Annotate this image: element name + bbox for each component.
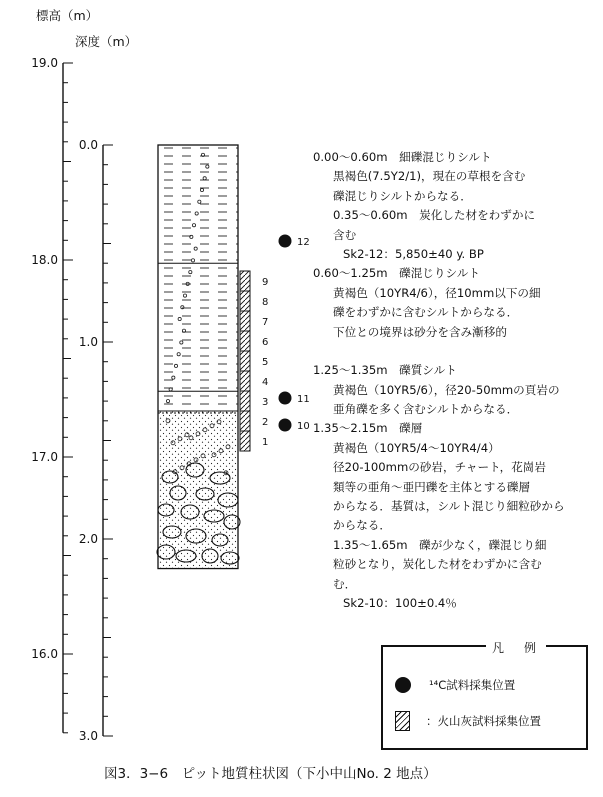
description-line: 黒褐色(7.5Y2/1)，現在の草根を含む	[333, 169, 526, 184]
legend-box	[381, 645, 588, 750]
ash-sample-box	[240, 411, 250, 431]
description-line: む．	[333, 576, 357, 591]
legend-c14-label: ¹⁴C試料採集位置	[429, 678, 516, 692]
description-line: 0.35～0.60m 炭化した材をわずかに	[333, 208, 536, 223]
elevation-axis-label: 標高（m）	[36, 8, 99, 23]
ash-sample-box	[240, 431, 250, 451]
c14-sample-markers	[279, 235, 310, 433]
description-line: 黄褐色（10YR5/4～10YR4/4）	[333, 440, 500, 455]
depth-tick-label: 2.0	[78, 532, 98, 546]
description-line: Sk2-12：5,850±40 y. BP	[343, 246, 484, 261]
figure-caption: 図3．3−6 ピット地質柱状図（下小中山No. 2 地点）	[104, 766, 437, 782]
legend-title: 凡 例	[486, 639, 546, 656]
ash-sample-number: 1	[262, 437, 269, 448]
depth-tick-label: 1.0	[78, 335, 98, 349]
ash-sample-number: 7	[262, 317, 269, 328]
ash-hatch-icon	[395, 711, 410, 731]
ash-sample-strip	[240, 271, 268, 451]
layer-descriptions	[313, 148, 595, 613]
depth-tick-label: 3.0	[78, 729, 98, 743]
description-line: 0.60～1.25m 礫混じりシルト	[313, 266, 480, 281]
description-line: 含む	[333, 227, 357, 242]
depth-tick-label: 0.0	[78, 138, 98, 152]
ash-sample-box	[240, 331, 250, 351]
ash-sample-number: 3	[262, 397, 269, 408]
description-line: 礫混じりシルトからなる．	[333, 188, 472, 203]
ash-sample-number: 6	[262, 337, 269, 348]
description-line: 類等の亜角～亜円礫を主体とする礫層	[333, 479, 531, 494]
legend-row-ash	[395, 711, 541, 731]
ash-sample-number: 2	[262, 417, 269, 428]
description-line: 径20-100mmの砂岩，チャート，花崗岩	[333, 460, 546, 475]
elevation-tick-label: 18.0	[31, 253, 58, 267]
description-line: Sk2-10：100±0.4％	[343, 595, 457, 610]
description-line: 0.00～0.60m 細礫混じりシルト	[313, 150, 492, 164]
description-line: 下位との境界は砂分を含み漸移的	[333, 324, 507, 339]
depth-axis-label: 深度（m）	[75, 34, 138, 49]
elevation-tick-label: 17.0	[31, 450, 58, 464]
ash-sample-box	[240, 391, 250, 411]
elevation-tick-label: 16.0	[31, 647, 58, 661]
c14-sample-number: 11	[297, 394, 310, 405]
silt-layer	[158, 145, 238, 411]
c14-sample-number: 10	[297, 421, 310, 432]
ash-sample-number: 4	[262, 377, 269, 388]
stratigraphic-column	[157, 145, 240, 569]
legend-ash-label: ：火山灰試料採集位置	[426, 714, 541, 728]
ash-sample-number: 9	[262, 277, 269, 288]
description-line: 粒砂となり，炭化した材をわずかに含む	[333, 557, 542, 572]
description-line: からなる．	[333, 518, 391, 533]
description-line: からなる．基質は，シルト混じり細粒砂から	[333, 499, 565, 514]
description-line: 亜角礫を多く含むシルトからなる．	[333, 402, 519, 417]
ash-sample-number: 5	[262, 357, 269, 368]
c14-marker-dot	[279, 235, 292, 248]
description-line: 1.35～1.65m 礫が少なく，礫混じり細	[333, 537, 547, 552]
description-line: 1.35～2.15m 礫層	[313, 421, 423, 436]
elevation-scale	[31, 56, 73, 733]
description-line: 1.25～1.35m 礫質シルト	[313, 363, 457, 378]
ash-sample-box	[240, 291, 250, 311]
ash-sample-box	[240, 311, 250, 331]
ash-sample-box	[240, 371, 250, 391]
elevation-tick-label: 19.0	[31, 56, 58, 70]
description-line: 黄褐色（10YR4/6），径10mm以下の細	[333, 285, 541, 300]
c14-marker-dot	[279, 392, 292, 405]
c14-sample-number: 12	[297, 237, 310, 248]
legend-row-c14	[395, 677, 515, 693]
depth-scale	[79, 138, 113, 743]
ash-sample-number: 8	[262, 297, 269, 308]
description-line	[313, 342, 595, 361]
description-line: 礫をわずかに含むシルトからなる．	[333, 305, 519, 320]
description-line: 黄褐色（10YR5/6），径20-50mmの頁岩の	[333, 382, 560, 397]
c14-marker-dot	[279, 419, 292, 432]
c14-dot-icon	[395, 677, 411, 693]
ash-sample-box	[240, 351, 250, 371]
ash-sample-box	[240, 271, 250, 291]
